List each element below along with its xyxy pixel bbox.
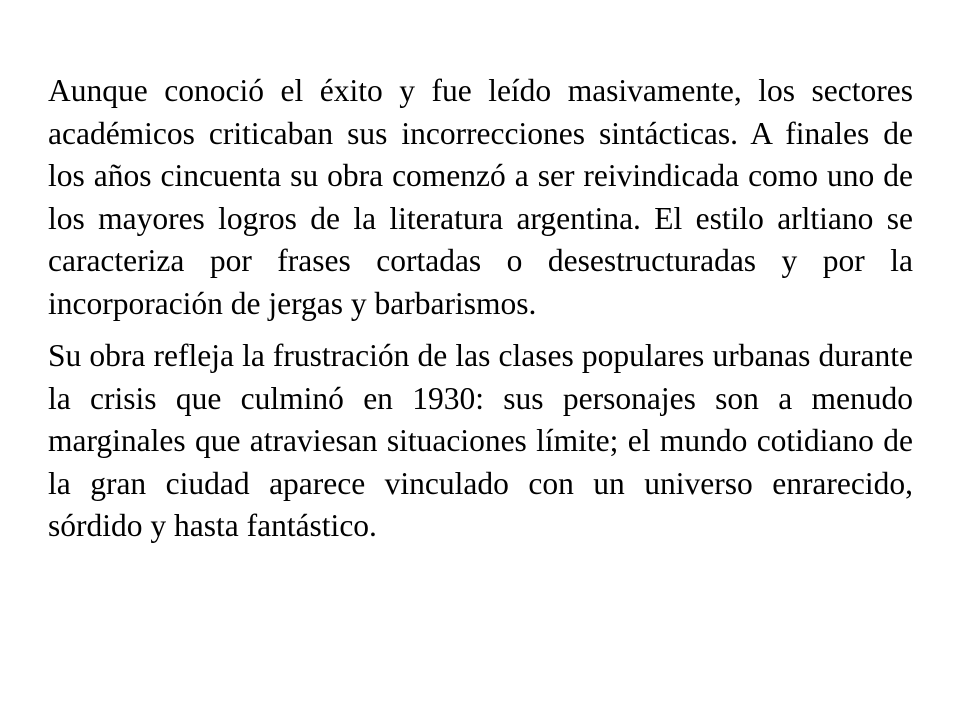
slide-text-body [48, 70, 913, 548]
paragraph-2: Su obra refleja la frustración de las clases populares urbanas durante la crisis que culminó en 1930: sus personajes son a menudo marginales que atraviesan situaciones límite; el mundo cotidiano de la gran ciudad aparece vinculado con un universo enrarecido, sórdido y hasta fantástico. [48, 338, 913, 543]
paragraph-1: Aunque conoció el éxito y fue leído masivamente, los sectores académicos criticaban sus incorrecciones sintácticas. A finales de los años cincuenta su obra comenzó a ser reivindicada como uno de los mayores logros de la literatura argentina. El estilo arltiano se caracteriza por frases cortadas o desestructuradas y por la incorporación de jergas y barbarismos. [48, 73, 913, 321]
